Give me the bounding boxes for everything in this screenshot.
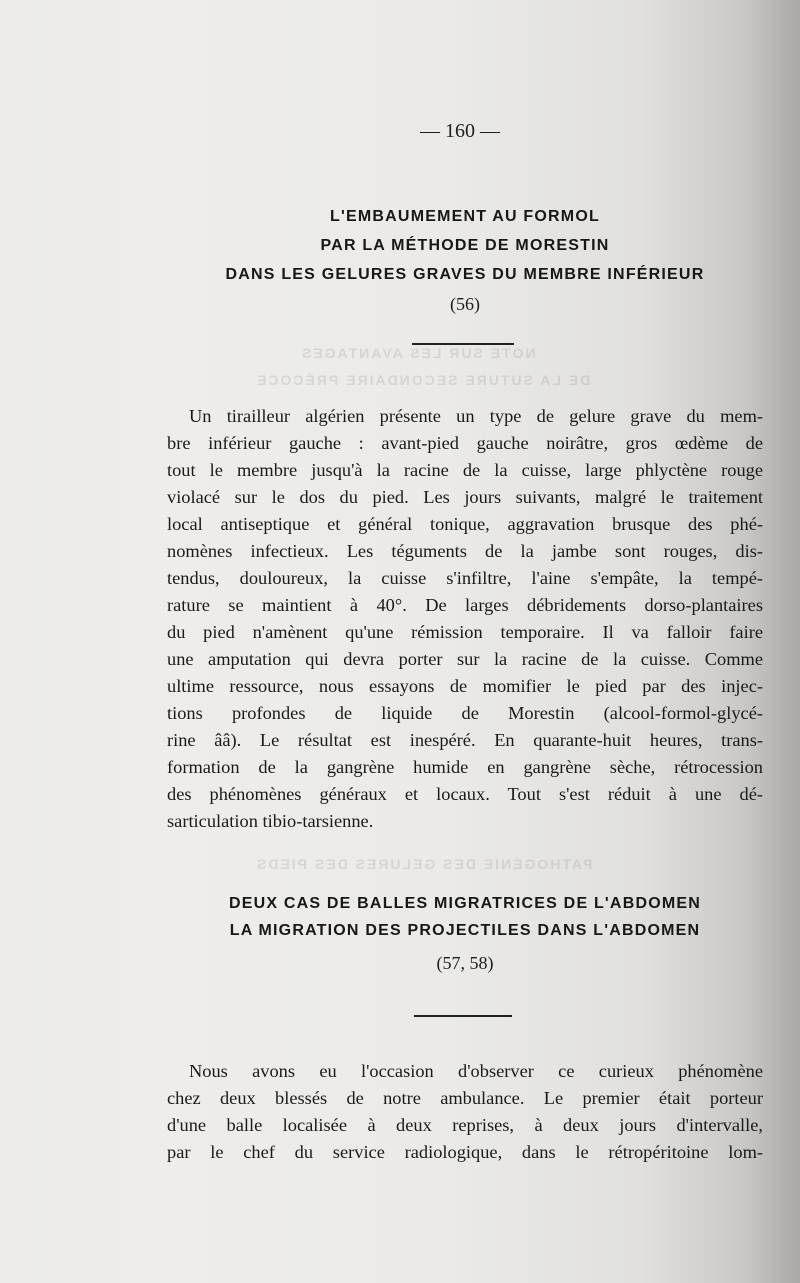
- paragraph-line: du pied n'amènent qu'une rémission temporaire. Il va falloir faire: [167, 622, 763, 642]
- show-through-text: NOTE SUR LES AVANTAGES: [300, 345, 536, 361]
- paragraph-line: ultime ressource, nous essayons de momifier le pied par des injec-: [167, 676, 763, 696]
- section-divider: [412, 343, 514, 345]
- section-divider: [414, 1015, 512, 1017]
- show-through-text: DE LA SUTURE SECONDAIRE PRÉCOCE: [255, 372, 591, 388]
- paragraph-line: chez deux blessés de notre ambulance. Le premier était porteur: [167, 1088, 763, 1108]
- paragraph-line: sarticulation tibio-tarsienne.: [167, 811, 374, 831]
- paragraph-line: rine ââ). Le résultat est inespéré. En quarante-huit heures, trans-: [167, 730, 763, 750]
- section-paragraph: [167, 403, 763, 835]
- paragraph-line: Nous avons eu l'occasion d'observer ce curieux phénomène: [189, 1061, 763, 1081]
- paragraph-line: tions profondes de liquide de Morestin (alcool-formol-glycé-: [167, 703, 763, 723]
- paragraph-line: rature se maintient à 40°. De larges débridements dorso-plantaires: [167, 595, 763, 615]
- paragraph-line: tout le membre jusqu'à la racine de la cuisse, large phlyctène rouge: [167, 460, 763, 480]
- paragraph-line: local antiseptique et général tonique, aggravation brusque des phé-: [167, 514, 763, 534]
- section-title-line: DANS LES GELURES GRAVES DU MEMBRE INFÉRIEUR: [225, 266, 705, 283]
- section-reference: (57, 58): [436, 953, 494, 973]
- paragraph-line: Un tirailleur algérien présente un type de gelure grave du mem-: [189, 406, 763, 426]
- paragraph-line: une amputation qui devra porter sur la racine de la cuisse. Comme: [167, 649, 763, 669]
- section-title-line: PAR LA MÉTHODE DE MORESTIN: [320, 237, 610, 254]
- section-title-line: L'EMBAUMEMENT AU FORMOL: [330, 208, 600, 225]
- section-title-line: DEUX CAS DE BALLES MIGRATRICES DE L'ABDOMEN: [228, 895, 701, 912]
- section-title-line: LA MIGRATION DES PROJECTILES DANS L'ABDOMEN: [229, 922, 701, 939]
- paragraph-line: par le chef du service radiologique, dans le rétropéritoine lom-: [167, 1142, 763, 1162]
- paragraph-line: tendus, douloureux, la cuisse s'infiltre, l'aine s'empâte, la tempé-: [167, 568, 763, 588]
- paragraph-line: violacé sur le dos du pied. Les jours suivants, malgré le traitement: [167, 487, 763, 507]
- paragraph-line: nomènes infectieux. Les téguments de la jambe sont rouges, dis-: [167, 541, 763, 561]
- page-number: — 160 —: [420, 120, 500, 142]
- section-paragraph: [167, 1058, 763, 1166]
- paragraph-line: des phénomènes généraux et locaux. Tout s'est réduit à une dé-: [167, 784, 763, 804]
- paragraph-line: formation de la gangrène humide en gangrène sèche, rétrocession: [167, 757, 763, 777]
- paragraph-line: bre inférieur gauche : avant-pied gauche noirâtre, gros œdème de: [167, 433, 763, 453]
- paragraph-line: d'une balle localisée à deux reprises, à deux jours d'intervalle,: [167, 1115, 763, 1135]
- show-through-text: PATHOGÉNIE DES GELURES DES PIEDS: [255, 856, 593, 872]
- section-reference: (56): [450, 294, 480, 314]
